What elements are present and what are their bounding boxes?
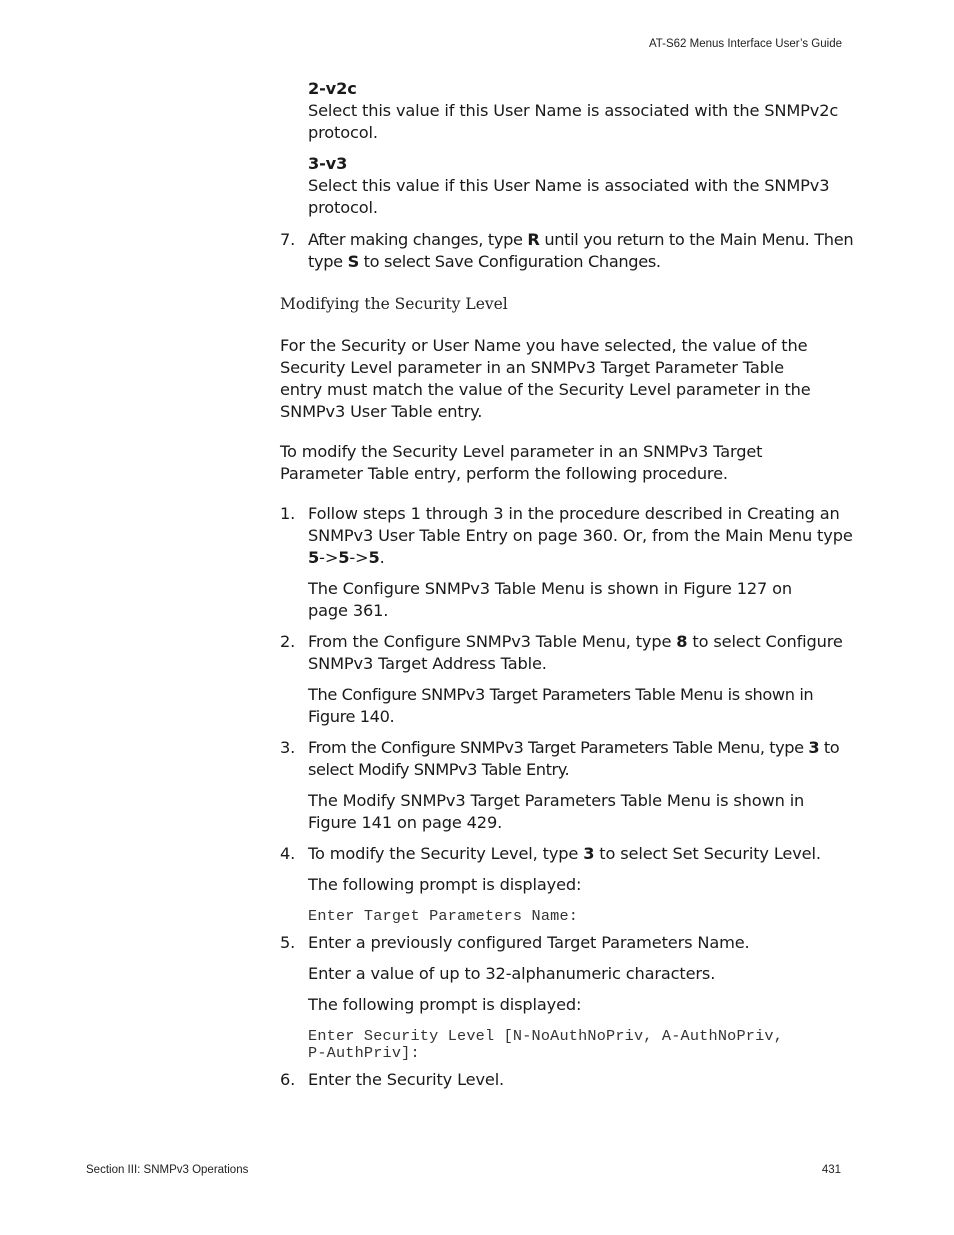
step-4-note: The following prompt is displayed: <box>308 875 582 894</box>
step-2-note: The Configure SNMPv3 Target Parameters Table Menu is shown in Figure 140. <box>308 685 814 726</box>
step-number: 7. <box>280 230 296 249</box>
section-heading: Modifying the Security Level <box>280 295 508 313</box>
step-6-text: Enter the Security Level. <box>308 1070 505 1089</box>
step-7-text: After making changes, type R until you return to the Main Menu. Then type S to select Save Configuration Changes. <box>308 230 854 271</box>
step-3-text: From the Configure SNMPv3 Target Parameters Table Menu, type 3 to select Modify SNMPv3 Table Entry. <box>308 738 840 779</box>
prompt-target-params: Enter Target Parameters Name: <box>308 907 579 925</box>
step-number: 2. <box>280 632 296 651</box>
step-1-note: The Configure SNMPv3 Table Menu is shown in Figure 127 on page 361. <box>308 579 793 620</box>
key-s: S <box>347 252 359 271</box>
option-desc-v3: Select this value if this User Name is associated with the SNMPv3 protocol. <box>308 176 830 217</box>
paragraph-2: To modify the Security Level parameter in an SNMPv3 Target Parameter Table entry, perform the following procedure. <box>280 442 763 483</box>
prompt-security-level-line-1: Enter Security Level [N-NoAuthNoPriv, A-AuthNoPriv, <box>308 1027 784 1045</box>
step-5-note-2: The following prompt is displayed: <box>308 995 582 1014</box>
step-number: 5. <box>280 933 296 952</box>
step-5-note-1: Enter a value of up to 32-alphanumeric characters. <box>308 964 716 983</box>
running-header: AT-S62 Menus Interface User’s Guide <box>648 38 842 50</box>
step-number: 4. <box>280 844 296 863</box>
step-number: 6. <box>280 1070 296 1089</box>
key-r: R <box>527 230 540 249</box>
option-desc-v2c: Select this value if this User Name is associated with the SNMPv2c protocol. <box>308 101 839 142</box>
paragraph-1: For the Security or User Name you have selected, the value of the Security Level parameter in an SNMPv3 Target Parameter Table entry must match the value of the Security Level parameter in the SNMPv3 User Table entry. <box>280 336 811 421</box>
step-2-text: From the Configure SNMPv3 Table Menu, type 8 to select Configure SNMPv3 Target Address Table. <box>308 632 843 673</box>
option-label-v3: 3-v3 <box>308 154 348 173</box>
footer-section: Section III: SNMPv3 Operations <box>86 1164 249 1176</box>
step-3-note: The Modify SNMPv3 Target Parameters Table Menu is shown in Figure 141 on page 429. <box>308 791 805 832</box>
step-4-text: To modify the Security Level, type 3 to select Set Security Level. <box>308 844 821 863</box>
page-number: 431 <box>821 1164 841 1176</box>
step-5-text: Enter a previously configured Target Parameters Name. <box>308 933 750 952</box>
step-1-text: Follow steps 1 through 3 in the procedure described in Creating an SNMPv3 User Table Entry on page 360. Or, from the Main Menu type 5->5->5. <box>308 504 853 567</box>
step-number: 3. <box>280 738 296 757</box>
step-number: 1. <box>280 504 296 523</box>
prompt-security-level-line-2: P-AuthPriv]: <box>308 1044 420 1062</box>
option-label-v2c: 2-v2c <box>308 79 357 98</box>
